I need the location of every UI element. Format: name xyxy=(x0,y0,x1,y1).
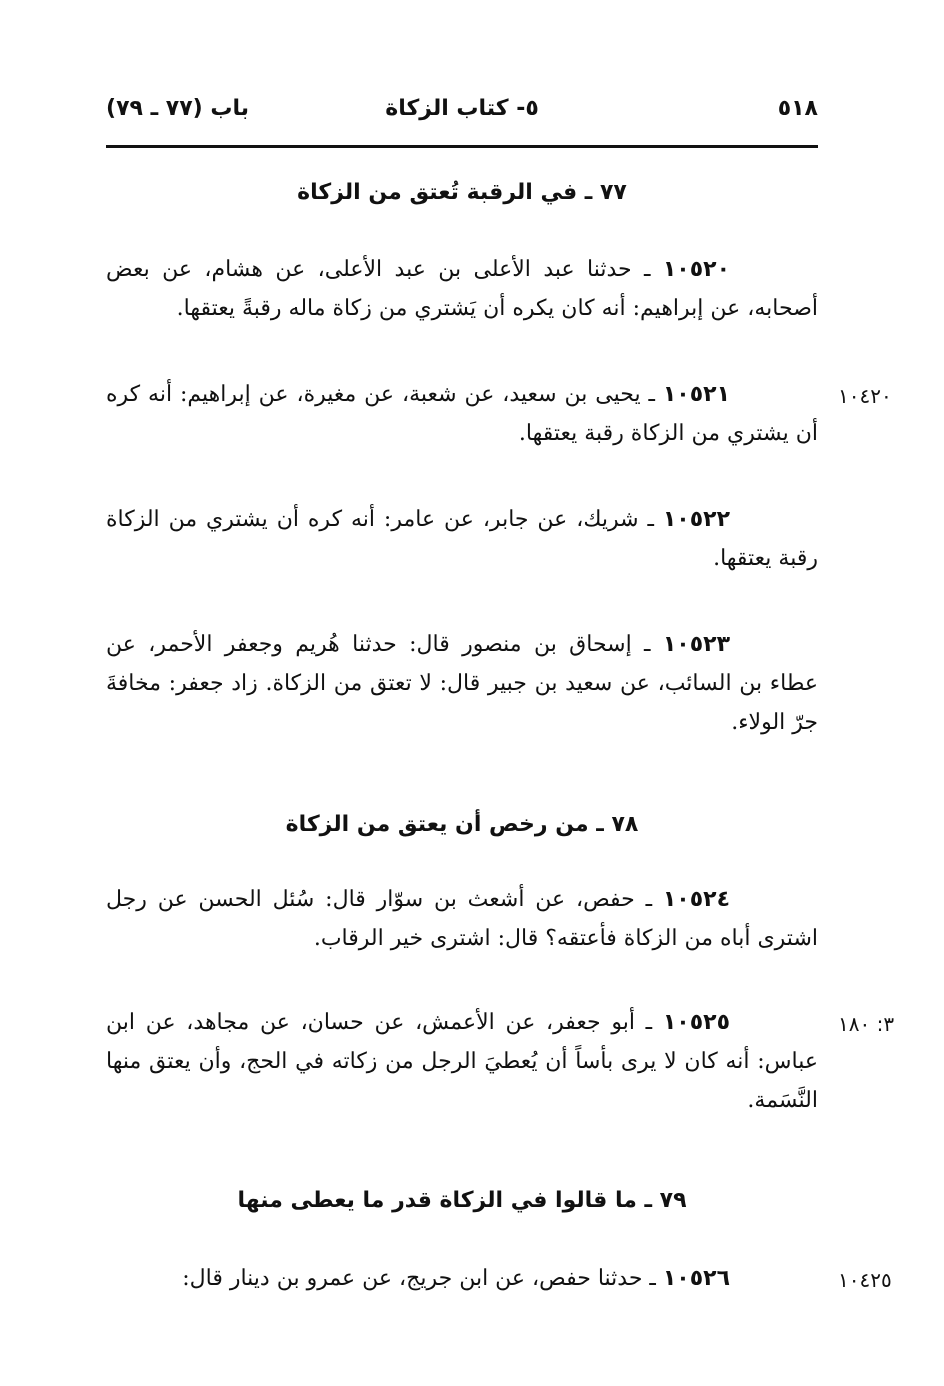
hadith-10520 xyxy=(106,250,818,328)
header-rule xyxy=(106,145,818,148)
hadith-text: ـ أبو جعفر، عن الأعمش، عن حسان، عن مجاهد، عن ابن عباس: أنه كان لا يرى بأساً أن يُعطيَ الرجل من زكاته في الحج، وأن يعتق منها النَّسَمة. xyxy=(106,1010,818,1113)
section-heading-77: ٧٧ ـ في الرقبة تُعتق من الزكاة xyxy=(297,180,627,205)
running-header xyxy=(106,92,818,132)
section-heading-78: ٧٨ ـ من رخص أن يعتق من الزكاة xyxy=(285,812,639,837)
hadith-number: ١٠٥٢٠ xyxy=(662,257,730,282)
book-title: ٥- كتاب الزكاة xyxy=(385,96,539,121)
hadith-number: ١٠٥٢٣ xyxy=(662,632,730,657)
hadith-text: ـ حفص، عن أشعث بن سوّار قال: سُئل الحسن عن رجل اشترى أباه من الزكاة فأعتقه؟ قال: اشترى خير الرقاب. xyxy=(106,887,818,951)
hadith-text: ـ حدثنا عبد الأعلى بن عبد الأعلى، عن هشام، عن بعض أصحابه، عن إبراهيم: أنه كان يكره أن يَشتري من زكاة ماله رقبةً يعتقها. xyxy=(106,257,818,321)
hadith-text: ـ يحيى بن سعيد، عن شعبة، عن مغيرة، عن إبراهيم: أنه كره أن يشتري من الزكاة رقبة يعتقها. xyxy=(106,382,818,446)
hadith-10521 xyxy=(106,375,818,453)
hadith-text: ـ شريك، عن جابر، عن عامر: أنه كره أن يشتري من الزكاة رقبة يعتقها. xyxy=(106,507,818,571)
hadith-10522 xyxy=(106,500,818,578)
margin-reference: ٣: ١٨٠ xyxy=(838,1012,895,1036)
hadith-number: ١٠٥٢١ xyxy=(662,382,730,407)
hadith-text: ـ إسحاق بن منصور قال: حدثنا هُريم وجعفر الأحمر، عن عطاء بن السائب، عن سعيد بن جبير قال: لا تعتق من الزكاة. زاد جعفر: مخافةَ جرّ الولاء. xyxy=(106,632,818,735)
hadith-text: ـ حدثنا حفص، عن ابن جريج، عن عمرو بن دينار قال: xyxy=(182,1266,663,1291)
hadith-number: ١٠٥٢٤ xyxy=(662,887,730,912)
margin-reference: ١٠٤٢٥ xyxy=(838,1268,892,1292)
hadith-10523 xyxy=(106,625,818,742)
margin-reference: ١٠٤٢٠ xyxy=(838,384,892,408)
page-number: ٥١٨ xyxy=(777,96,818,121)
section-heading-79: ٧٩ ـ ما قالوا في الزكاة قدر ما يعطى منها xyxy=(237,1188,687,1213)
hadith-number: ١٠٥٢٢ xyxy=(662,507,730,532)
hadith-10526 xyxy=(106,1259,818,1298)
hadith-10524 xyxy=(106,880,818,958)
chapter-range: باب (٧٧ ـ ٧٩) xyxy=(106,96,249,121)
hadith-number: ١٠٥٢٥ xyxy=(662,1010,730,1035)
hadith-number: ١٠٥٢٦ xyxy=(662,1266,730,1291)
hadith-10525 xyxy=(106,1003,818,1120)
